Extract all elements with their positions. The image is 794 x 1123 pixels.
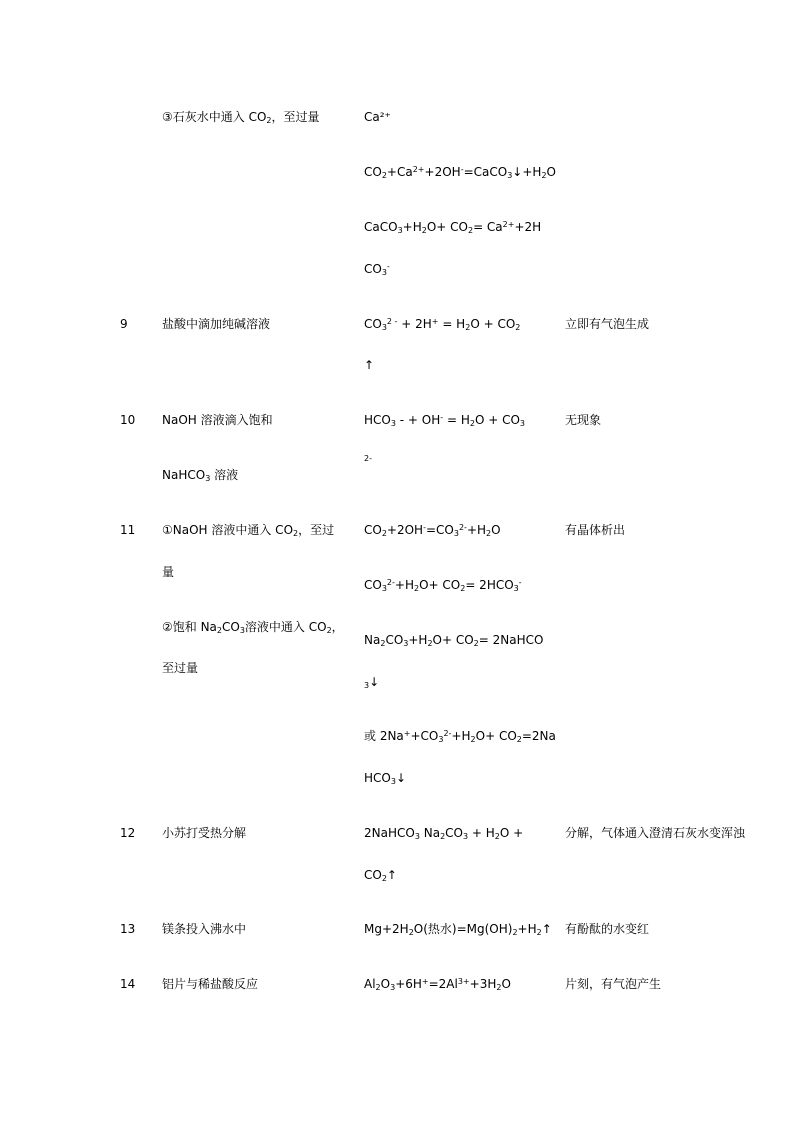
experiment-text: 盐酸中滴加纯碱溶液 [162, 317, 271, 331]
equation-text: $Na_2CO_3+H_2O+ CO_2=$ 2NaHCO [364, 633, 544, 648]
experiment-text: NaHCO$_3$ 溶液 [162, 468, 239, 483]
phenomenon-text: 无现象 [565, 413, 602, 427]
experiment-text: NaOH 溶液滴入饱和 [162, 413, 273, 427]
equation-text: $HCO_3↓$ [364, 771, 407, 786]
row-number: 13 [120, 922, 136, 936]
row-number: 11 [120, 523, 136, 537]
experiment-text: ①NaOH 溶液中通入 $CO_2$，至过 [162, 523, 335, 538]
row-number: 10 [120, 413, 136, 427]
equation-text: $CaCO_3+H_2O+ CO_2= Ca^{2+}+2H$ [364, 220, 542, 235]
equation-text: $CO_2+2OH^-=CO_3^{2-}+H_2O$ [364, 523, 501, 538]
equation-text: ↑ [364, 358, 375, 372]
phenomenon-text: 分解，气体通入澄清石灰水变浑浊 [565, 826, 746, 840]
equation-text: $CO_3^{2 -} + 2H^+ = H_2O + CO_2$ [364, 317, 521, 332]
equation-text: $CO_3^{2-}+H_2O+ CO_2= 2HCO_3^-$ [364, 578, 522, 593]
experiment-text: 小苏打受热分解 [162, 826, 247, 840]
experiment-text: ②饱和 $Na_2CO_3$溶液中通入 $CO_2$， [162, 620, 344, 635]
row-number: 9 [120, 317, 128, 331]
equation-text: 2NaHCO$_3$ $Na_2CO_3 + H_2O$ + [364, 826, 524, 841]
equation-text: $HCO_3$ - + $OH^- = H_2O + CO_3$ [364, 413, 525, 428]
equation-text: 或 $2Na^++CO_3^{2-}+H_2O+ CO_2=2Na$ [364, 729, 556, 744]
row-number: 12 [120, 826, 136, 840]
phenomenon-text: 有晶体析出 [565, 523, 626, 537]
equation-text: $_3$↓ [364, 675, 380, 690]
equation-text: Ca²⁺ [364, 110, 391, 124]
phenomenon-text: 立即有气泡生成 [565, 317, 650, 331]
equation-text: $CO_3^-$ [364, 262, 390, 277]
equation-text: 2- [364, 454, 372, 463]
phenomenon-text: 有酚酞的水变红 [565, 922, 650, 936]
experiment-text: 铝片与稀盐酸反应 [162, 977, 259, 991]
equation-text: $Mg+2H_2O$(热水)$=Mg(OH)_2+H_2↑$ [364, 922, 552, 937]
experiment-text: 量 [162, 565, 175, 579]
row-number: 14 [120, 977, 136, 991]
equation-text: $CO_2+Ca^{2+}+2OH^-=CaCO_3↓+H_2O$ [364, 165, 556, 180]
experiment-text: 至过量 [162, 661, 199, 675]
experiment-text: ③石灰水中通入 $CO_2$，至过量 [162, 110, 320, 125]
phenomenon-text: 片刻，有气泡产生 [565, 977, 662, 991]
equation-text: $Al_2O_3+6H^+=2Al^{3+}+3H_2O$ [364, 977, 511, 992]
equation-text: $CO_2↑$ [364, 868, 397, 883]
experiment-text: 镁条投入沸水中 [162, 922, 247, 936]
